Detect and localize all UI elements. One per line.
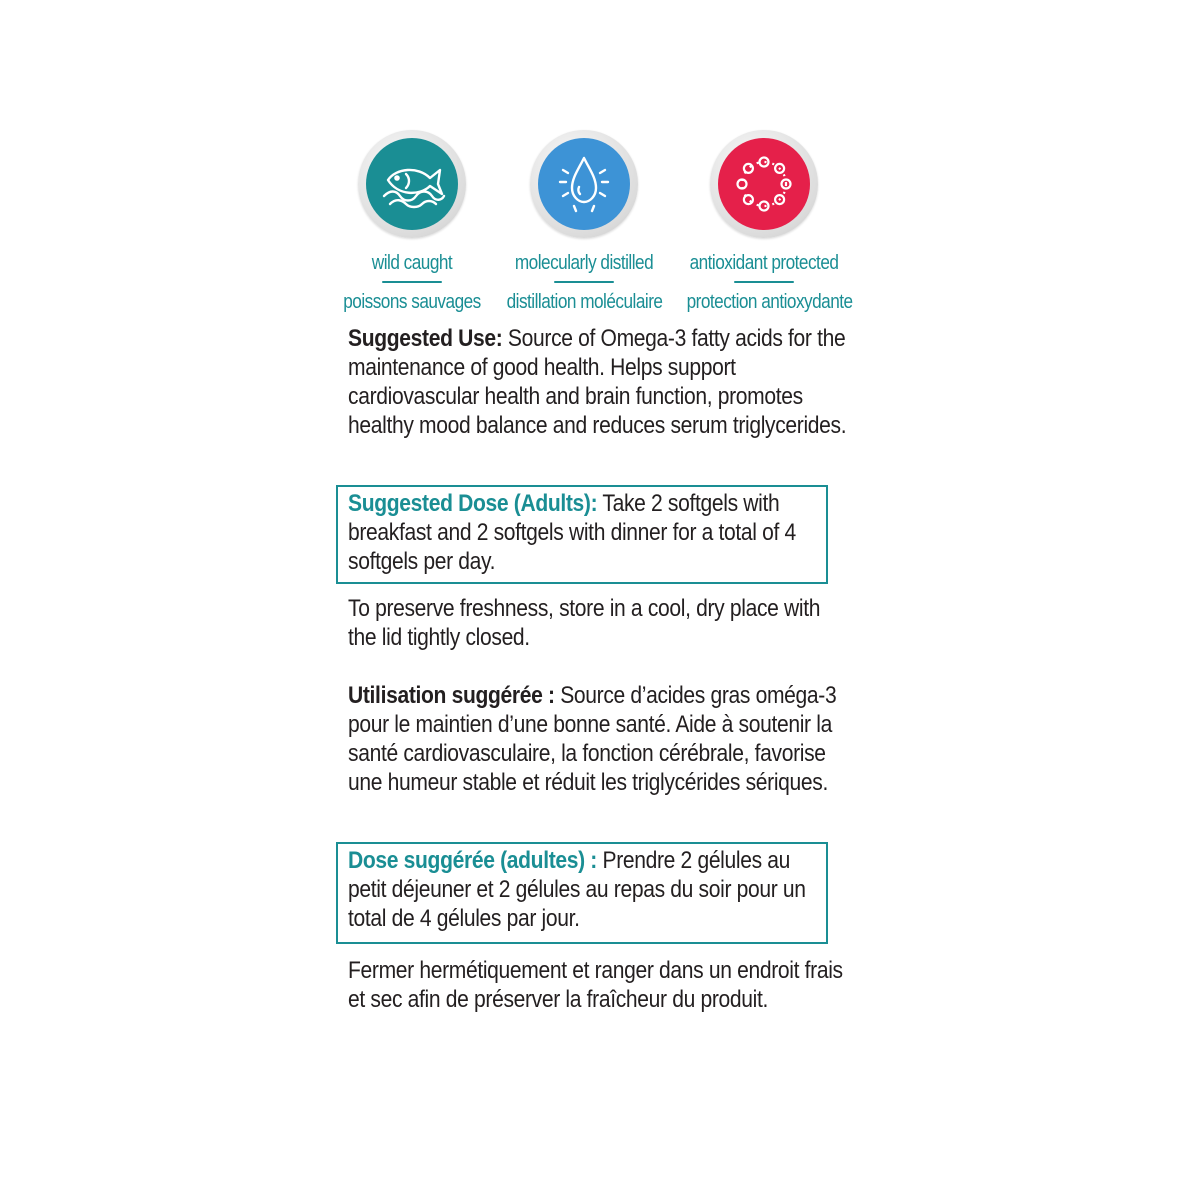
utilisation-heading: Utilisation suggérée : [348,682,555,709]
suggested-use-text: Source of Omega-3 fatty acids for the maintenance of good health. Helps support cardiovascular health and brain function, promotes healthy mood balance and reduces serum triglycerides. [348,325,847,439]
suggested-dose-box-fr [336,842,828,944]
suggested-use-heading: Suggested Use: [348,325,503,352]
divider [382,281,442,283]
feature-badges [330,130,890,330]
badge-label-en: molecularly distilled [514,252,654,274]
badge-label-en: antioxidant protected [689,252,839,274]
divider [554,281,614,283]
badge-antioxidant-protected [674,130,854,314]
suggested-use-en [348,324,868,440]
droplet-icon [538,138,630,230]
fish-wave-icon [366,138,458,230]
storage-fr: Fermer hermétiquement et ranger dans un endroit frais et sec afin de préserver la fraîcheur du produit. [348,957,843,1013]
suggested-dose-heading: Suggested Dose (Adults): [348,490,598,517]
utilisation-text: Source d’acides gras oméga-3 pour le maintien d’une bonne santé. Aide à soutenir la santé cardiovasculaire, la fonction cérébrale, favorise une humeur stable et réduit les triglycérides sériques. [348,682,837,796]
dose-suggeree-heading: Dose suggérée (adultes) : [348,847,597,874]
suggested-dose-box-en [336,485,828,584]
suggested-dose-text: Take 2 softgels with breakfast and 2 softgels with dinner for a total of 4 softgels per day. [348,490,796,575]
badge-molecularly-distilled [494,130,674,314]
badge-label-fr: poissons sauvages [343,291,481,313]
storage-en: To preserve freshness, store in a cool, dry place with the lid tightly closed. [348,595,821,651]
badge-wild-caught [322,130,502,314]
molecule-ring-icon [718,138,810,230]
badge-label-fr: distillation moléculaire [506,291,663,313]
badge-label-en: wild caught [371,252,453,274]
dose-suggeree-text: Prendre 2 gélules au petit déjeuner et 2 gélules au repas du soir pour un total de 4 gélules par jour. [348,847,806,932]
divider [734,281,794,283]
badge-label-fr: protection antioxydante [686,291,853,313]
suggested-use-fr [348,681,868,797]
